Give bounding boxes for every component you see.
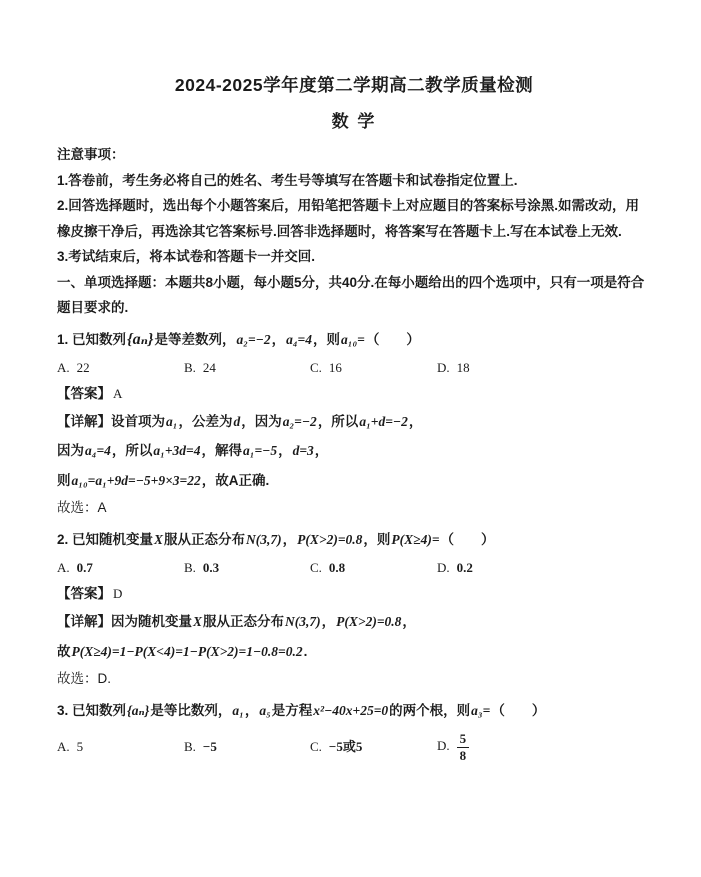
question-1 — [57, 325, 651, 522]
answer-label: 【答案】 — [57, 385, 111, 401]
option-label: C. — [310, 359, 322, 375]
q3-option-d — [437, 731, 651, 763]
q2-option-d — [437, 555, 651, 581]
question-1-explanation-line-2: 因为a₄=4，所以a₁+3d=4，解得a₁=−5，d=3， — [57, 443, 329, 458]
answer-label: 【答案】 — [57, 586, 111, 601]
q2-option-c — [310, 555, 437, 581]
q3-option-b — [184, 734, 310, 760]
option-value: 16 — [328, 359, 342, 375]
option-label: D. — [437, 737, 450, 753]
option-value: 0.7 — [76, 560, 93, 575]
question-1-options — [57, 355, 651, 381]
section-one-heading: 一、单项选择题：本题共8小题，每小题5分，共40分.在每小题给出的四个选项中，只有一项是符合题目要求的. — [57, 274, 645, 315]
fraction-numerator: 5 — [457, 731, 470, 748]
question-1-explanation-line-3: 则a₁₀=a₁+9d=−5+9×3=22，故A正确. — [57, 472, 270, 488]
question-2-options — [57, 555, 651, 581]
notice-item-2: 2.回答选择题时，选出每个小题答案后，用铅笔把答题卡上对应题目的答案标号涂黑.如需改动，用橡皮擦干净后，再选涂其它答案标号.回答非选择题时，将答案写在答题卡上.写在本试卷上无效. — [57, 198, 640, 239]
option-value: −5或5 — [328, 739, 363, 754]
question-3 — [57, 696, 651, 768]
question-2-answer — [57, 581, 651, 607]
q1-option-d — [437, 355, 651, 381]
answer-value: D — [113, 586, 123, 601]
option-label: C. — [310, 739, 322, 754]
option-label: D. — [437, 560, 450, 575]
question-1-choice: 故选：A — [57, 500, 107, 515]
notice-heading: 注意事项： — [57, 147, 125, 162]
q2-option-a — [57, 555, 184, 581]
option-value: 0.8 — [328, 560, 346, 575]
q3-option-a — [57, 734, 184, 760]
option-label: B. — [184, 359, 196, 375]
option-label: A. — [57, 560, 70, 575]
option-label: A. — [57, 739, 70, 754]
option-value: 22 — [76, 359, 90, 375]
option-value: 0.3 — [202, 560, 220, 575]
option-value: 0.2 — [456, 560, 473, 575]
option-label: D. — [437, 359, 450, 375]
answer-value: A — [113, 385, 123, 401]
question-3-stem: 3. 已知数列{aₙ}是等比数列，a₁，a₅是方程x²−40x+25=0的两个根，则a₃=（ ） — [57, 703, 546, 718]
option-label: B. — [184, 560, 196, 575]
notice-item-3: 3.考试结束后，将本试卷和答题卡一并交回. — [57, 249, 316, 264]
q1-option-b — [184, 355, 310, 381]
q1-option-a — [57, 355, 184, 381]
fraction-denominator: 8 — [459, 747, 467, 763]
option-label: B. — [184, 739, 196, 754]
q1-option-c — [310, 355, 437, 381]
option-value: 24 — [202, 359, 216, 375]
option-value: −5 — [202, 739, 217, 754]
question-3-options — [57, 726, 651, 768]
q2-option-b — [184, 555, 310, 581]
notice-item-1: 1.答卷前，考生务必将自己的姓名、考生号等填写在答题卡和试卷指定位置上. — [57, 172, 518, 188]
question-1-stem: 1. 已知数列{aₙ}是等差数列，a₂=−2，a₄=4，则a₁₀=（ ） — [57, 330, 420, 348]
question-2 — [57, 525, 651, 692]
exam-title: 2024-2025学年度第二学期高二教学质量检测 — [174, 75, 534, 95]
question-1-answer — [57, 381, 651, 407]
question-2-choice: 故选：D. — [57, 671, 111, 686]
option-label: A. — [57, 359, 70, 375]
q3-option-c — [310, 734, 437, 760]
question-2-explanation-line-2: 故P(X≥4)=1−P(X<4)=1−P(X>2)=1−0.8=0.2. — [57, 643, 308, 659]
question-2-stem: 2. 已知随机变量X服从正态分布N(3,7)，P(X>2)=0.8，则P(X≥4)=（ ） — [57, 532, 495, 547]
fraction-5-8 — [457, 731, 470, 763]
option-value: 18 — [456, 359, 470, 375]
question-1-explanation-line-1: 【详解】设首项为a₁，公差为d，因为a₂=−2，所以a₁+d=−2， — [57, 413, 423, 429]
option-value: 5 — [76, 739, 84, 754]
question-2-explanation-line-1: 【详解】因为随机变量X服从正态分布N(3,7)，P(X>2)=0.8， — [57, 614, 416, 629]
option-label: C. — [310, 560, 322, 575]
subject-title: 数 学 — [331, 112, 377, 131]
